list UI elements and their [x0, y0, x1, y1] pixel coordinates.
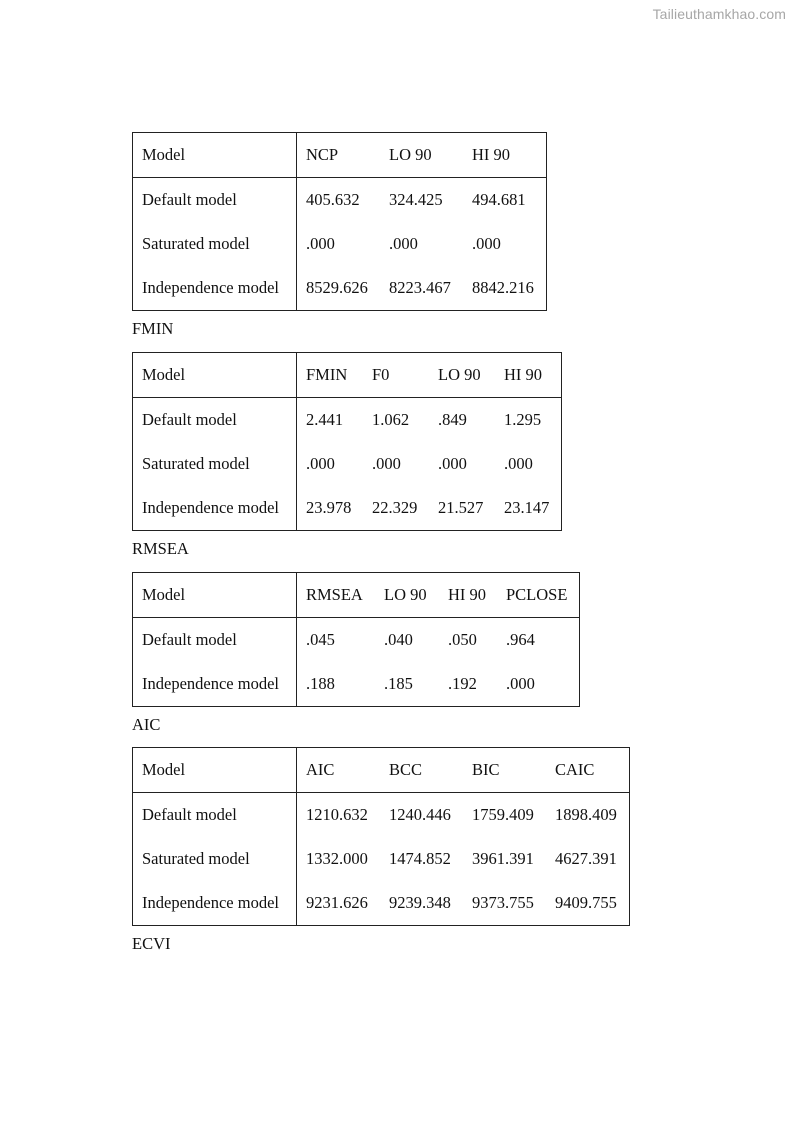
table-cell: 23.978 [306, 497, 352, 517]
table-cell: 9409.755 [555, 892, 617, 912]
section-title-fmin: FMIN [132, 319, 174, 338]
table-row [133, 618, 580, 663]
table-cell: .045 [306, 629, 335, 649]
table-cell: 9373.755 [472, 892, 534, 912]
header-cell: HI 90 [495, 353, 562, 398]
table-cell: 2.441 [306, 409, 344, 429]
row-label: Default model [133, 398, 297, 443]
header-cell: NCP [297, 133, 381, 178]
table-cell: 3961.391 [472, 848, 534, 868]
rmsea-table-block [132, 572, 580, 707]
table-cell: 1474.852 [389, 848, 451, 868]
header-cell: Model [133, 573, 297, 618]
section-title-rmsea: RMSEA [132, 539, 189, 558]
table-row [133, 266, 547, 311]
table-cell: .188 [306, 673, 335, 693]
table-cell: .000 [306, 233, 335, 253]
table-cell: .000 [504, 453, 533, 473]
ncp-table-block [132, 132, 547, 311]
table-cell: 9239.348 [389, 892, 451, 912]
header-cell: LO 90 [375, 573, 439, 618]
header-cell: F0 [363, 353, 429, 398]
table-row [133, 178, 547, 223]
table-cell: 1.062 [372, 409, 410, 429]
table-cell: 494.681 [472, 189, 526, 209]
row-label: Default model [133, 178, 297, 223]
table-cell: .185 [384, 673, 413, 693]
table-cell: 1898.409 [555, 804, 617, 824]
header-cell: AIC [297, 748, 381, 793]
table-cell: .000 [306, 453, 335, 473]
row-label: Saturated model [133, 837, 297, 881]
table-cell: .050 [448, 629, 477, 649]
table-cell: 324.425 [389, 189, 443, 209]
table-header-row [133, 573, 580, 618]
table-cell: 4627.391 [555, 848, 617, 868]
rmsea-table [132, 572, 580, 707]
table-header-row [133, 748, 630, 793]
table-cell: 23.147 [504, 497, 550, 517]
watermark-text: Tailieuthamkhao.com [652, 6, 786, 22]
table-cell: 21.527 [438, 497, 484, 517]
header-cell: Model [133, 748, 297, 793]
table-row [133, 222, 547, 266]
header-cell: BCC [380, 748, 463, 793]
header-cell: RMSEA [297, 573, 376, 618]
table-cell: .000 [389, 233, 418, 253]
table-cell: 8842.216 [472, 277, 534, 297]
header-cell: Model [133, 133, 297, 178]
row-label: Independence model [133, 486, 297, 531]
table-cell: 1210.632 [306, 804, 368, 824]
row-label: Saturated model [133, 222, 297, 266]
table-cell: 9231.626 [306, 892, 368, 912]
table-cell: .849 [438, 409, 467, 429]
table-cell: 1.295 [504, 409, 542, 429]
table-cell: 8223.467 [389, 277, 451, 297]
ncp-table [132, 132, 547, 311]
table-row [133, 837, 630, 881]
table-cell: .000 [472, 233, 501, 253]
table-cell: .192 [448, 673, 477, 693]
table-row [133, 442, 562, 486]
table-cell: 1240.446 [389, 804, 451, 824]
table-cell: .040 [384, 629, 413, 649]
table-cell: .964 [506, 629, 535, 649]
table-row [133, 881, 630, 926]
table-cell: 22.329 [372, 497, 418, 517]
table-row [133, 662, 580, 707]
table-row [133, 793, 630, 838]
section-title-aic: AIC [132, 715, 161, 734]
header-cell: HI 90 [439, 573, 497, 618]
table-row [133, 486, 562, 531]
table-header-row [133, 353, 562, 398]
row-label: Independence model [133, 662, 297, 707]
header-cell: LO 90 [429, 353, 495, 398]
table-cell: .000 [372, 453, 401, 473]
row-label: Independence model [133, 266, 297, 311]
fmin-table [132, 352, 562, 531]
aic-table [132, 747, 630, 926]
header-cell: Model [133, 353, 297, 398]
table-header-row [133, 133, 547, 178]
row-label: Default model [133, 793, 297, 838]
row-label: Default model [133, 618, 297, 663]
row-label: Saturated model [133, 442, 297, 486]
table-cell: 8529.626 [306, 277, 368, 297]
table-cell: 1759.409 [472, 804, 534, 824]
table-cell: .000 [506, 673, 535, 693]
header-cell: HI 90 [463, 133, 547, 178]
table-cell: 405.632 [306, 189, 360, 209]
table-row [133, 398, 562, 443]
header-cell: LO 90 [380, 133, 463, 178]
header-cell: BIC [463, 748, 546, 793]
section-title-ecvi: ECVI [132, 934, 171, 953]
header-cell: PCLOSE [497, 573, 580, 618]
aic-table-block [132, 747, 630, 926]
header-cell: CAIC [546, 748, 630, 793]
row-label: Independence model [133, 881, 297, 926]
table-cell: .000 [438, 453, 467, 473]
header-cell: FMIN [297, 353, 364, 398]
fmin-table-block [132, 352, 562, 531]
table-cell: 1332.000 [306, 848, 368, 868]
